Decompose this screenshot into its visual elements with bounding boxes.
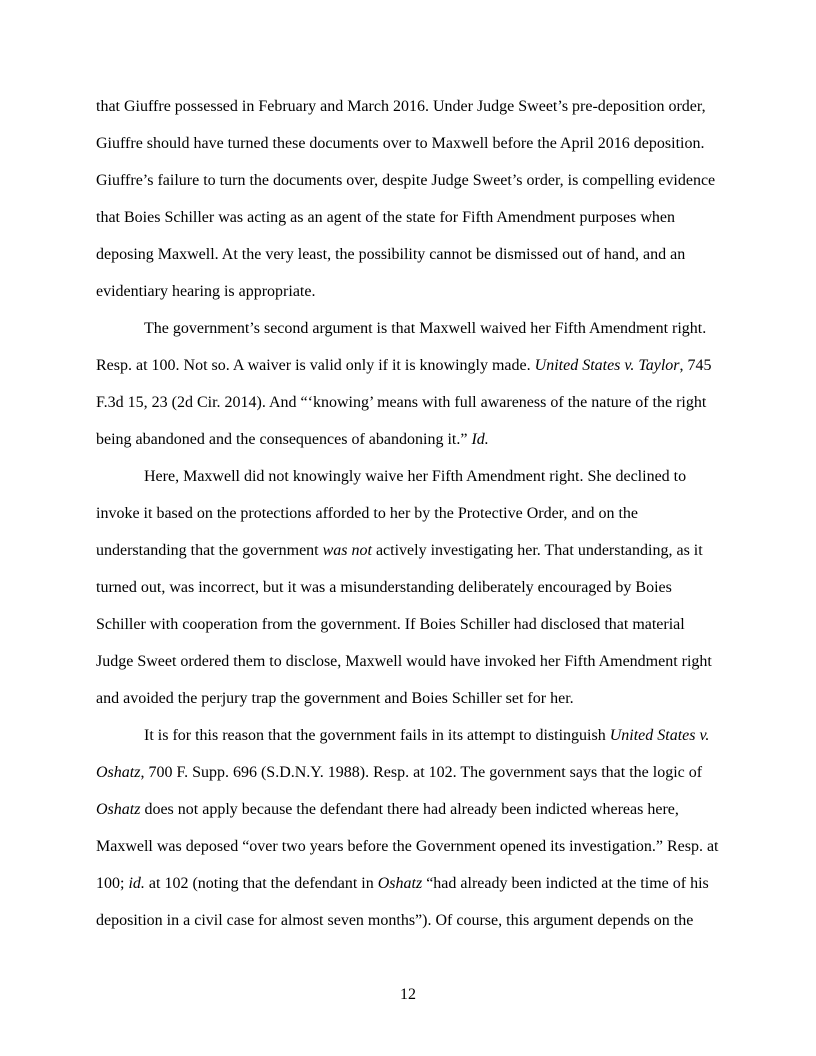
italic-text-segment: Oshatz — [377, 875, 423, 892]
italic-text-segment: United States v. Oshatz — [96, 727, 710, 781]
text-segment: actively investigating her. That understanding, as it turned out, was incorrect, but it was a misunderstanding deliberately encouraged by Boies Schiller with cooperation from the government. If Boies Schiller had disclosed that material Judge Sweet ordered them to disclose, Maxwell would have invoked her Fifth Amendment right and avoided the perjury trap the government and Boies Schiller set for her. — [96, 542, 712, 707]
paragraph — [96, 717, 720, 939]
document-body — [96, 88, 720, 939]
text-segment: The government’s second argument is that Maxwell waived her Fifth Amendment right. Resp. at 100. Not so. A waiver is valid only if it is knowingly made. — [96, 320, 707, 374]
text-segment: does not apply because the defendant there had already been indicted whereas here, Maxwell was deposed “over two years before the Government opened its investigation.” Resp. at 100; — [96, 801, 719, 892]
text-segment: Here, Maxwell did not knowingly waive her Fifth Amendment right. She declined to invoke it based on the protections afforded to her by the Protective Order, and on the understanding that the government — [96, 468, 687, 559]
text-segment: It is for this reason that the government fails in its attempt to distinguish — [144, 727, 610, 744]
text-segment: at 102 (noting that the defendant in — [144, 875, 378, 892]
italic-text-segment: was not — [322, 542, 372, 559]
paragraph — [96, 458, 720, 717]
italic-text-segment: Oshatz — [96, 801, 141, 818]
paragraph — [96, 88, 720, 310]
text-segment: , 700 F. Supp. 696 (S.D.N.Y. 1988). Resp. at 102. The government says that the logic of — [140, 764, 703, 781]
paragraph — [96, 310, 720, 458]
text-segment: “had already been indicted at the time of his deposition in a civil case for almost seven months”). Of course, this argument depends on the — [96, 875, 709, 929]
text-segment: , 745 F.3d 15, 23 (2d Cir. 2014). And “‘knowing’ means with full awareness of the nature of the right being abandoned and the consequences of abandoning it.” — [96, 357, 712, 448]
page-number-footer: 12 — [400, 986, 416, 1003]
italic-text-segment: Id. — [471, 431, 489, 448]
text-segment: that Giuffre possessed in February and March 2016. Under Judge Sweet’s pre-deposition order, Giuffre should have turned these documents over to Maxwell before the April 2016 deposition. Giuffre’s failure to turn the documents over, despite Judge Sweet’s order, is compelling evidence that Boies Schiller was acting as an agent of the state for Fifth Amendment purposes when deposing Maxwell. At the very least, the possibility cannot be dismissed out of hand, and an evidentiary hearing is appropriate. — [96, 98, 716, 300]
italic-text-segment: id. — [128, 875, 145, 892]
italic-text-segment: United States v. Taylor — [534, 357, 680, 374]
